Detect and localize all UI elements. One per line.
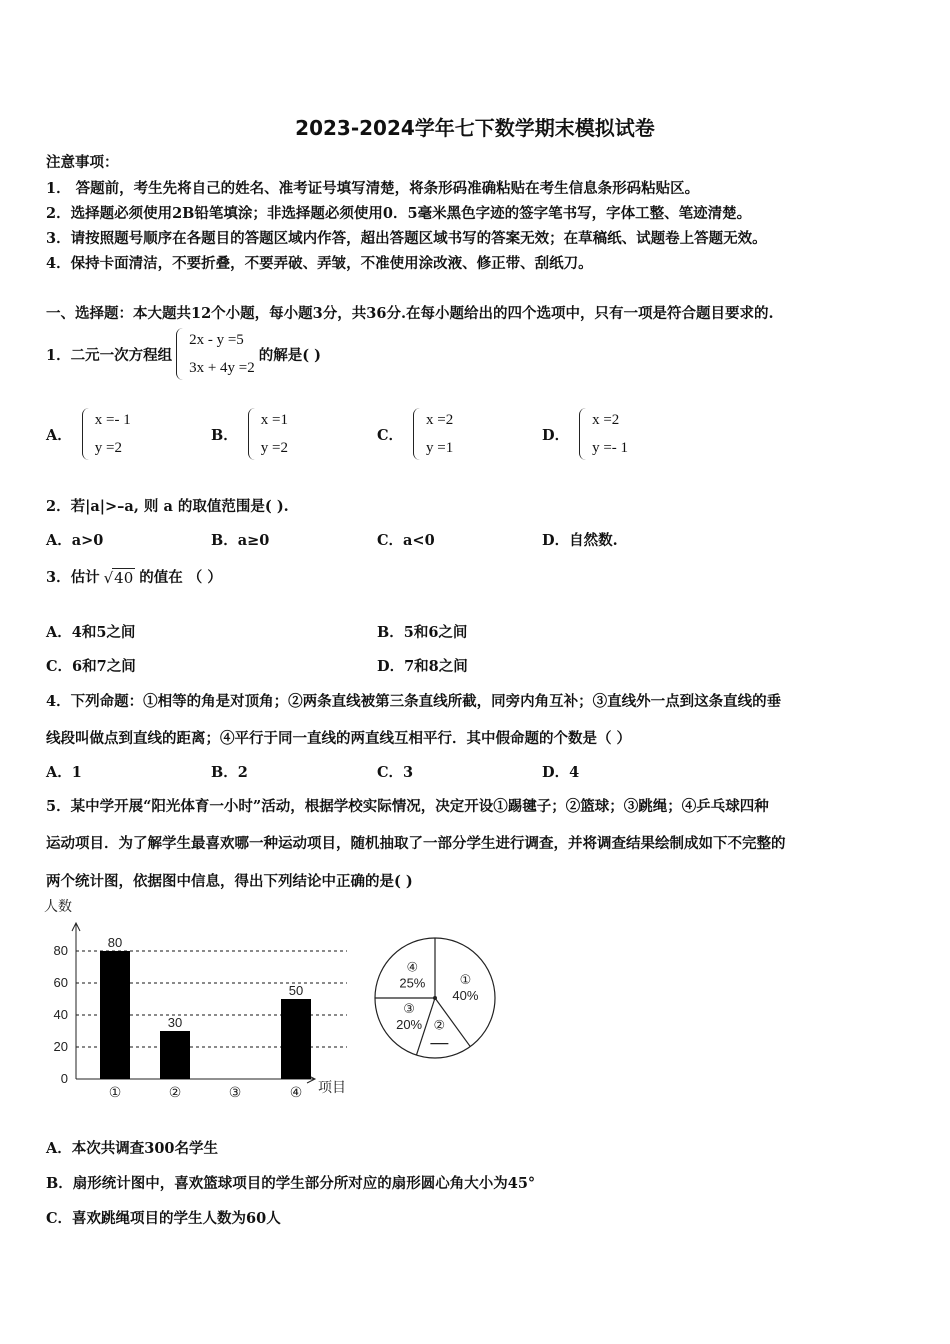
notice-item: 3．请按照题号顺序在各题目的答题区域内作答，超出答题区域书写的答案无效；在草稿纸、试题卷上答题无效。 [46, 230, 767, 247]
option-c[interactable]: C．a<0 [377, 532, 435, 549]
equation: y =2 [94, 440, 122, 456]
question-3 [46, 566, 222, 587]
option-a[interactable]: A．1 [46, 764, 82, 781]
option-c[interactable]: C．6和7之间 [46, 658, 136, 675]
equation: 2x - y =5 [189, 332, 244, 348]
bar [100, 951, 130, 1079]
question-4-line: 线段叫做点到直线的距离；④平行于同一直线的两直线互相平行．其中假命题的个数是（ ） [46, 730, 632, 747]
slice-label: ③ [403, 1000, 415, 1016]
question-1-prefix: 1．二元一次方程组 [46, 346, 173, 364]
square-root [104, 568, 136, 587]
equation: x =- 1 [94, 412, 131, 428]
radical-icon: √ [103, 569, 114, 587]
option-label: B． [211, 426, 238, 444]
option-label: A． [46, 426, 72, 444]
slice-percent: 40% [452, 988, 479, 1004]
option-d[interactable] [542, 406, 628, 462]
y-tick-label: 40 [53, 1007, 68, 1022]
option-b[interactable]: B．5和6之间 [377, 624, 468, 641]
x-tick-label: ② [168, 1084, 182, 1100]
option-d[interactable]: D．7和8之间 [377, 658, 468, 675]
bar [160, 1031, 190, 1079]
x-tick-label: ④ [289, 1084, 303, 1100]
question-2: 2．若|a|>–a, 则 a 的取值范围是( ). [46, 498, 289, 515]
question-1-suffix: 的解是( ) [258, 346, 322, 364]
option-a[interactable]: A．本次共调查300名学生 [46, 1140, 219, 1157]
option-label: D． [542, 426, 570, 444]
data-label: 50 [288, 983, 304, 998]
y-tick-label: 20 [53, 1039, 68, 1054]
y-tick-label: 60 [53, 975, 68, 990]
slice-percent: 25% [399, 975, 426, 991]
y-axis-label: 人数 [44, 898, 72, 914]
slice-label: ④ [406, 959, 419, 975]
equation: y =2 [260, 440, 288, 456]
option-b[interactable] [211, 406, 288, 462]
slice-label: ① [459, 972, 472, 988]
section-heading: 一、选择题：本大题共12个小题，每小题3分，共36分.在每小题给出的四个选项中，只有一项是符合题目要求的. [46, 305, 774, 322]
option-a[interactable] [46, 406, 131, 462]
option-a[interactable]: A．a>0 [46, 532, 104, 549]
y-tick-label: 0 [60, 1071, 68, 1086]
option-d[interactable]: D．自然数. [542, 532, 618, 549]
question-1 [46, 326, 321, 382]
bar-chart [40, 893, 370, 1108]
option-a[interactable]: A．4和5之间 [46, 624, 136, 641]
slice-percent: 20% [396, 1016, 423, 1032]
option-c[interactable]: C．3 [377, 764, 414, 781]
question-4-line: 4．下列命题：①相等的角是对顶角；②两条直线被第三条直线所截，同旁内角互补；③直线外一点到这条直线的垂 [46, 693, 782, 710]
slice-label: ② [433, 1017, 446, 1033]
x-axis-label: 项目 [318, 1079, 346, 1095]
question-3-prefix: 3．估计 [46, 569, 100, 586]
data-label: 80 [107, 935, 123, 950]
option-c[interactable]: C．喜欢跳绳项目的学生人数为60人 [46, 1210, 281, 1227]
option-d[interactable]: D．4 [542, 764, 580, 781]
equation: x =1 [260, 412, 288, 428]
brace [176, 328, 186, 380]
brace [579, 408, 589, 460]
brace [413, 408, 423, 460]
y-tick-label: 80 [53, 943, 68, 958]
x-tick-label: ① [108, 1084, 122, 1100]
radicand: 40 [114, 569, 134, 587]
brace [82, 408, 92, 460]
page-title: 2023-2024学年七下数学期末模拟试卷 [295, 116, 655, 140]
equation: y =- 1 [592, 440, 629, 456]
equation-system [248, 406, 288, 462]
option-b[interactable]: B．a≥0 [211, 532, 270, 549]
equation: y =1 [426, 440, 454, 456]
notice-item: 4．保持卡面清洁，不要折叠，不要弄破、弄皱，不准使用涂改液、修正带、刮纸刀。 [46, 255, 593, 272]
option-label: C． [377, 426, 404, 444]
question-5-line: 5．某中学开展“阳光体育一小时”活动，根据学校实际情况，决定开设①踢毽子；②篮球；③跳绳；④乒乓球四种 [46, 798, 769, 815]
data-label: 30 [167, 1015, 183, 1030]
equation: 3x + 4y =2 [189, 360, 255, 376]
brace [248, 408, 258, 460]
equation-system [176, 326, 255, 382]
question-3-suffix: 的值在 （ ） [139, 569, 222, 586]
option-b[interactable]: B．2 [211, 764, 248, 781]
equation-system [579, 406, 628, 462]
pie-chart [365, 920, 505, 1070]
equation: x =2 [592, 412, 620, 428]
question-5-line: 两个统计图，依据图中信息，得出下列结论中正确的是( ) [46, 873, 413, 890]
equation-system [413, 406, 453, 462]
x-tick-label: ③ [228, 1084, 242, 1100]
pie-center [433, 996, 437, 1000]
notice-item: 2．选择题必须使用2B铅笔填涂；非选择题必须使用0．5毫米黑色字迹的签字笔书写，字体工整、笔迹清楚。 [46, 205, 752, 222]
equation-system [82, 406, 131, 462]
notice-item: 1． 答题前，考生先将自己的姓名、准考证号填写清楚，将条形码准确粘贴在考生信息条形码粘贴区。 [46, 180, 700, 197]
option-b[interactable]: B．扇形统计图中，喜欢篮球项目的学生部分所对应的扇形圆心角大小为45° [46, 1175, 536, 1192]
option-c[interactable] [377, 406, 453, 462]
notice-heading: 注意事项： [46, 154, 119, 171]
equation: x =2 [426, 412, 454, 428]
question-5-line: 运动项目．为了解学生最喜欢哪一种运动项目，随机抽取了一部分学生进行调查，并将调查结果绘制成如下不完整的 [46, 835, 786, 852]
bar [281, 999, 311, 1079]
